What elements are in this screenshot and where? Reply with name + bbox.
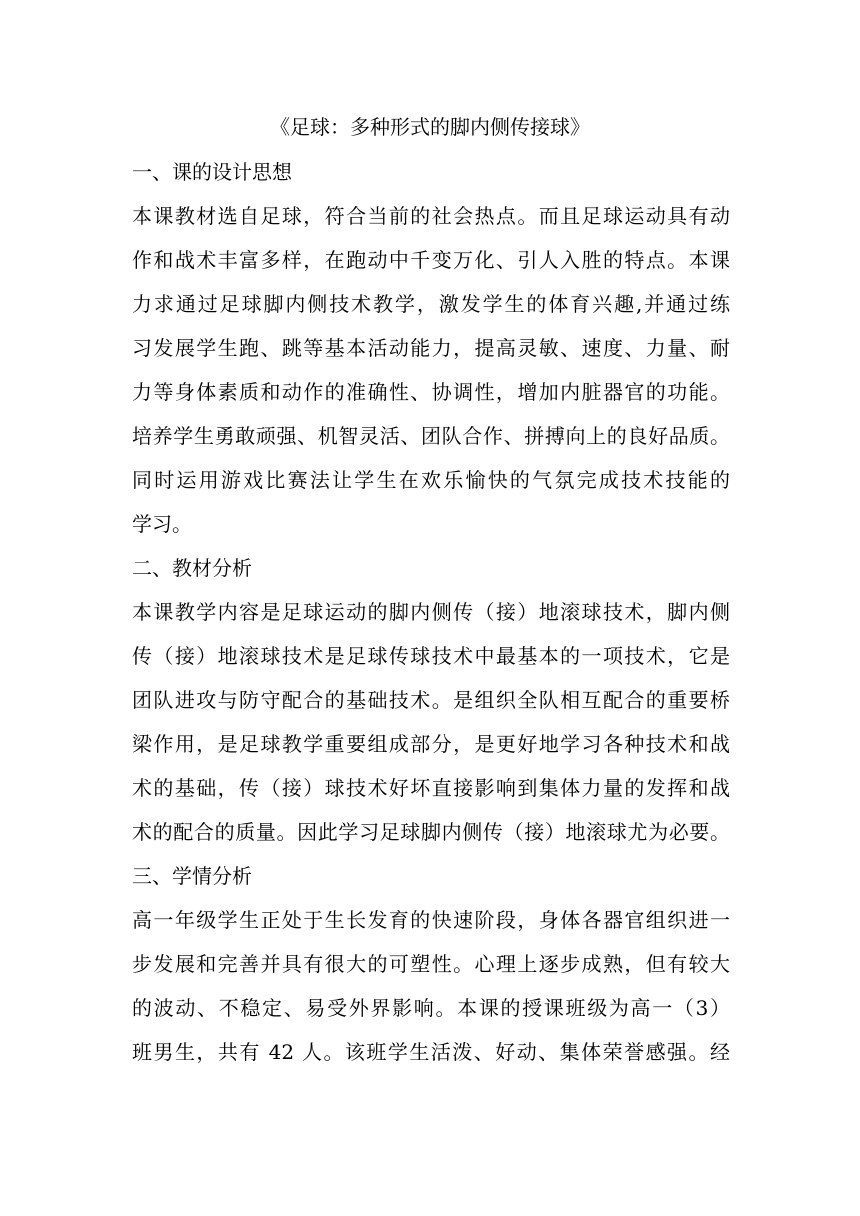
paragraph-line: 术的配合的质量。因此学习足球脚内侧传（接）地滚球尤为必要。 bbox=[132, 820, 730, 844]
page-title: 《足球：多种形式的脚内侧传接球》 bbox=[270, 115, 590, 139]
section-heading: 三、学情分析 bbox=[132, 864, 252, 888]
paragraph-line: 习发展学生跑、跳等基本活动能力，提高灵敏、速度、力量、耐 bbox=[132, 336, 730, 360]
paragraph-line: 步发展和完善并具有很大的可塑性。心理上逐步成熟，但有较大 bbox=[132, 952, 730, 976]
paragraph-line: 高一年级学生正处于生长发育的快速阶段，身体各器官组织进一 bbox=[132, 908, 730, 932]
paragraph-line: 作和战术丰富多样，在跑动中千变万化、引人入胜的特点。本课 bbox=[132, 248, 730, 272]
paragraph-line: 团队进攻与防守配合的基础技术。是组织全队相互配合的重要桥 bbox=[132, 688, 730, 712]
paragraph-line: 梁作用，是足球教学重要组成部分，是更好地学习各种技术和战 bbox=[132, 732, 730, 756]
paragraph-line: 本课教学内容是足球运动的脚内侧传（接）地滚球技术，脚内侧 bbox=[132, 600, 730, 624]
paragraph-line: 力求通过足球脚内侧技术教学，激发学生的体育兴趣,并通过练 bbox=[132, 292, 730, 316]
paragraph-line: 术的基础，传（接）球技术好坏直接影响到集体力量的发挥和战 bbox=[132, 776, 730, 800]
section-heading: 一、课的设计思想 bbox=[132, 160, 292, 184]
paragraph-line: 同时运用游戏比赛法让学生在欢乐愉快的气氛完成技术技能的 bbox=[132, 468, 730, 492]
paragraph-line: 学习。 bbox=[132, 512, 192, 536]
paragraph-line: 本课教材选自足球，符合当前的社会热点。而且足球运动具有动 bbox=[132, 204, 730, 228]
paragraph-line: 培养学生勇敢顽强、机智灵活、团队合作、拼搏向上的良好品质。 bbox=[132, 424, 730, 448]
paragraph-line: 传（接）地滚球技术是足球传球技术中最基本的一项技术，它是 bbox=[132, 644, 730, 668]
paragraph-line: 的波动、不稳定、易受外界影响。本课的授课班级为高一（3） bbox=[132, 996, 730, 1020]
paragraph-line: 力等身体素质和动作的准确性、协调性，增加内脏器官的功能。 bbox=[132, 380, 730, 404]
section-heading: 二、教材分析 bbox=[132, 556, 252, 580]
paragraph-line: 班男生，共有 42 人。该班学生活泼、好动、集体荣誉感强。经 bbox=[132, 1040, 730, 1064]
